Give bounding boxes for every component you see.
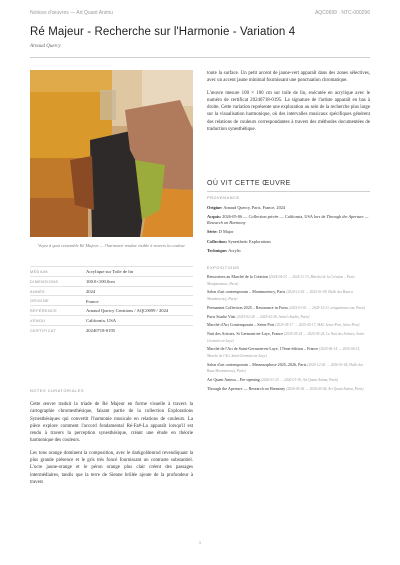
provenance-block [207,205,370,257]
exhibition-item[interactable]: Marché d'Art Contemporain – Seine Port (2025-05-17 → 2025-05-17, MAC Seine-Port, Seine-Port) [207,322,360,328]
notes-heading: NOTES CURATORIALES [30,389,85,393]
exhibition-item[interactable]: Marché de l'Art de Saint-Germain-en-Laye, 17ème édition – France (2025-06-14 → 2025-06-15, Marché de l'Art, Saint-Germain-en-Laye) [207,346,361,359]
spec-row-year [30,286,193,296]
exhibition-item[interactable]: Paris Studio Visit (2025-02-28 → 2025-02-28, Artist's Studio, Paris) [207,313,310,319]
spec-value: 2024 [86,288,96,294]
spec-row-sold [30,315,193,325]
exhibition-item[interactable]: Permanent Collection 2025 – Resonance in Form (2025-01-01 → 2025-12-31, artquanimu.com, Paris) [207,304,366,310]
spec-row-certificate [30,325,193,335]
spec-value: California, USA [86,318,117,324]
provenance-collection: Collection: Synesthetic Explorations [207,238,271,244]
artwork-caption: Voyez à quoi ressemble Ré Majeur — l'harmonie rendue visible à travers la couleur [37,243,186,248]
page-number: 1 [198,540,202,545]
spec-value: Acrylique sur Toile de lin [86,269,134,275]
reference-code: AQC0699 · NTC-000296 [314,10,370,16]
provenance-series: Série: D Major [207,229,234,235]
spec-label: DIMENSIONS [30,279,59,284]
notes-paragraph: Cette œuvre traduit la triade de Ré Majeur en forme visuelle à travers la cartographie chromesthésique, faisant partie de la collection Explorations Synesthésiques qui convertit l'harmonie musicale en relations de couleurs. La pièce explore comment l'accord fondamental Ré-Fa#-La apparaît lorsqu'il est rendu à travers la perception synesthésique, créant une étude en théorie harmonique des couleurs. [30,402,193,444]
exhibition-item[interactable]: Through the Aperture — Research on Harmony (2026-05-06 → 2026-05-06, Art Quant Animu, Paris) [207,386,364,391]
top-bar [30,10,370,16]
artwork-painting [30,70,193,237]
exhibition-item[interactable]: Salon d'art contemporain – Metamorphose 2025–2026, Paris (2025-12-26 → 2026-01-04, Halle des Baux Montmorency, Paris) [207,361,363,374]
exhibitions-heading: EXPOSITIONS [207,266,240,270]
header-divider [30,57,370,58]
notes-paragraph: Les tons orange dominent la composition, avec le darkgoldenrod revendiquant la plus grande présence et le gris très foncé fournissant un contraste substantiel. L'ocre jaune-orange et le péron orange plus clair créent des passages intermédiaires, tandis que la terre de Sienne brûlée ajoute de la profondeur à travers [30,450,193,485]
breadcrumb[interactable]: Notices d'œuvres — Art Quant Animu [30,10,113,16]
spec-value: Arnaud Quercy Creations / AQC0699 / 2024 [86,308,169,314]
provenance-acquired: Acquis: 2026-05-06 — Collection privée — California, USA lors de Through the Aperture — Research on Harmony [207,214,369,226]
page-title: Ré Majeur - Recherche sur l'Harmonie - Variation 4 [30,26,296,38]
curatorial-notes [30,401,193,491]
exhibition-item[interactable]: Rencontres au Marché de la Création (2024-04-23 → 2024-11-13, Marché de la Création – Paris Montparnasse, Paris) [207,274,355,286]
spec-label: VENDU [30,318,46,323]
spec-row-reference [30,305,193,315]
where-divider [207,191,370,192]
spec-label: ANNÉE [30,289,46,294]
spec-value: 100.0×100.0cm [86,278,115,284]
spec-row-medium [30,266,193,276]
description-paragraph: L'œuvre mesure 100 × 100 cm sur toile de lin, exécutée en acrylique avec le numéro de certificat 20240718-0195. La signature de l'artiste apparaît en bas à droite. Cette variation représente une exploration au sein de la recherche plus large sur la visualisation harmonique, où des intervalles musicaux spécifiques génèrent des relations de couleurs correspondantes à travers des méthodes documentées de traduction synesthétique. [207,90,370,133]
spec-label: CERTIFICAT [30,328,57,333]
spec-value: France [86,298,99,304]
spec-label: MÉDIUM [30,270,48,274]
exhibitions-list [207,274,370,395]
specs-table [30,266,193,334]
artwork-image[interactable] [30,70,193,237]
spec-label: ORIGINE [30,299,50,304]
spec-row-dimensions [30,276,193,286]
exhibition-item[interactable]: Nuit des Artistes, St Germain-en-Laye, France (2025-05-24 → 2025-05-24, La Nuit des Artistes, Saint-Germain-en-Laye) [207,331,365,343]
description-continued [207,70,370,138]
spec-row-origin [30,295,193,305]
description-paragraph: toute la surface. Un petit accent de jaune-vert apparaît dans des zones sélectives, avec un accent jaune minimal fournissant une ponctuation chromatique. [207,71,370,84]
artist-name: Arnaud Quercy [30,44,61,49]
spec-value: 20240718-0195 [86,327,116,333]
exhibition-item[interactable]: Art Quant Animu – Pre-opening (2026-01-25 → 2026-01-30, Art Quant Animu, Paris) [207,377,339,383]
where-heading: OÙ VIT CETTE ŒUVRE [207,180,291,187]
spec-label: RÉFÉRENCE [30,309,58,314]
provenance-technique: Technique: Acrylic [207,247,242,253]
exhibition-item[interactable]: Salon d'art contemporain – Montmorency, Paris (2024-12-26 → 2025-01-09, Halle des Baux à Montmorency, Paris) [207,289,353,301]
provenance-heading: PROVENANCE [207,196,240,200]
provenance-origin: Origine: Arnaud Quercy, Paris, France, 2024 [207,205,286,210]
